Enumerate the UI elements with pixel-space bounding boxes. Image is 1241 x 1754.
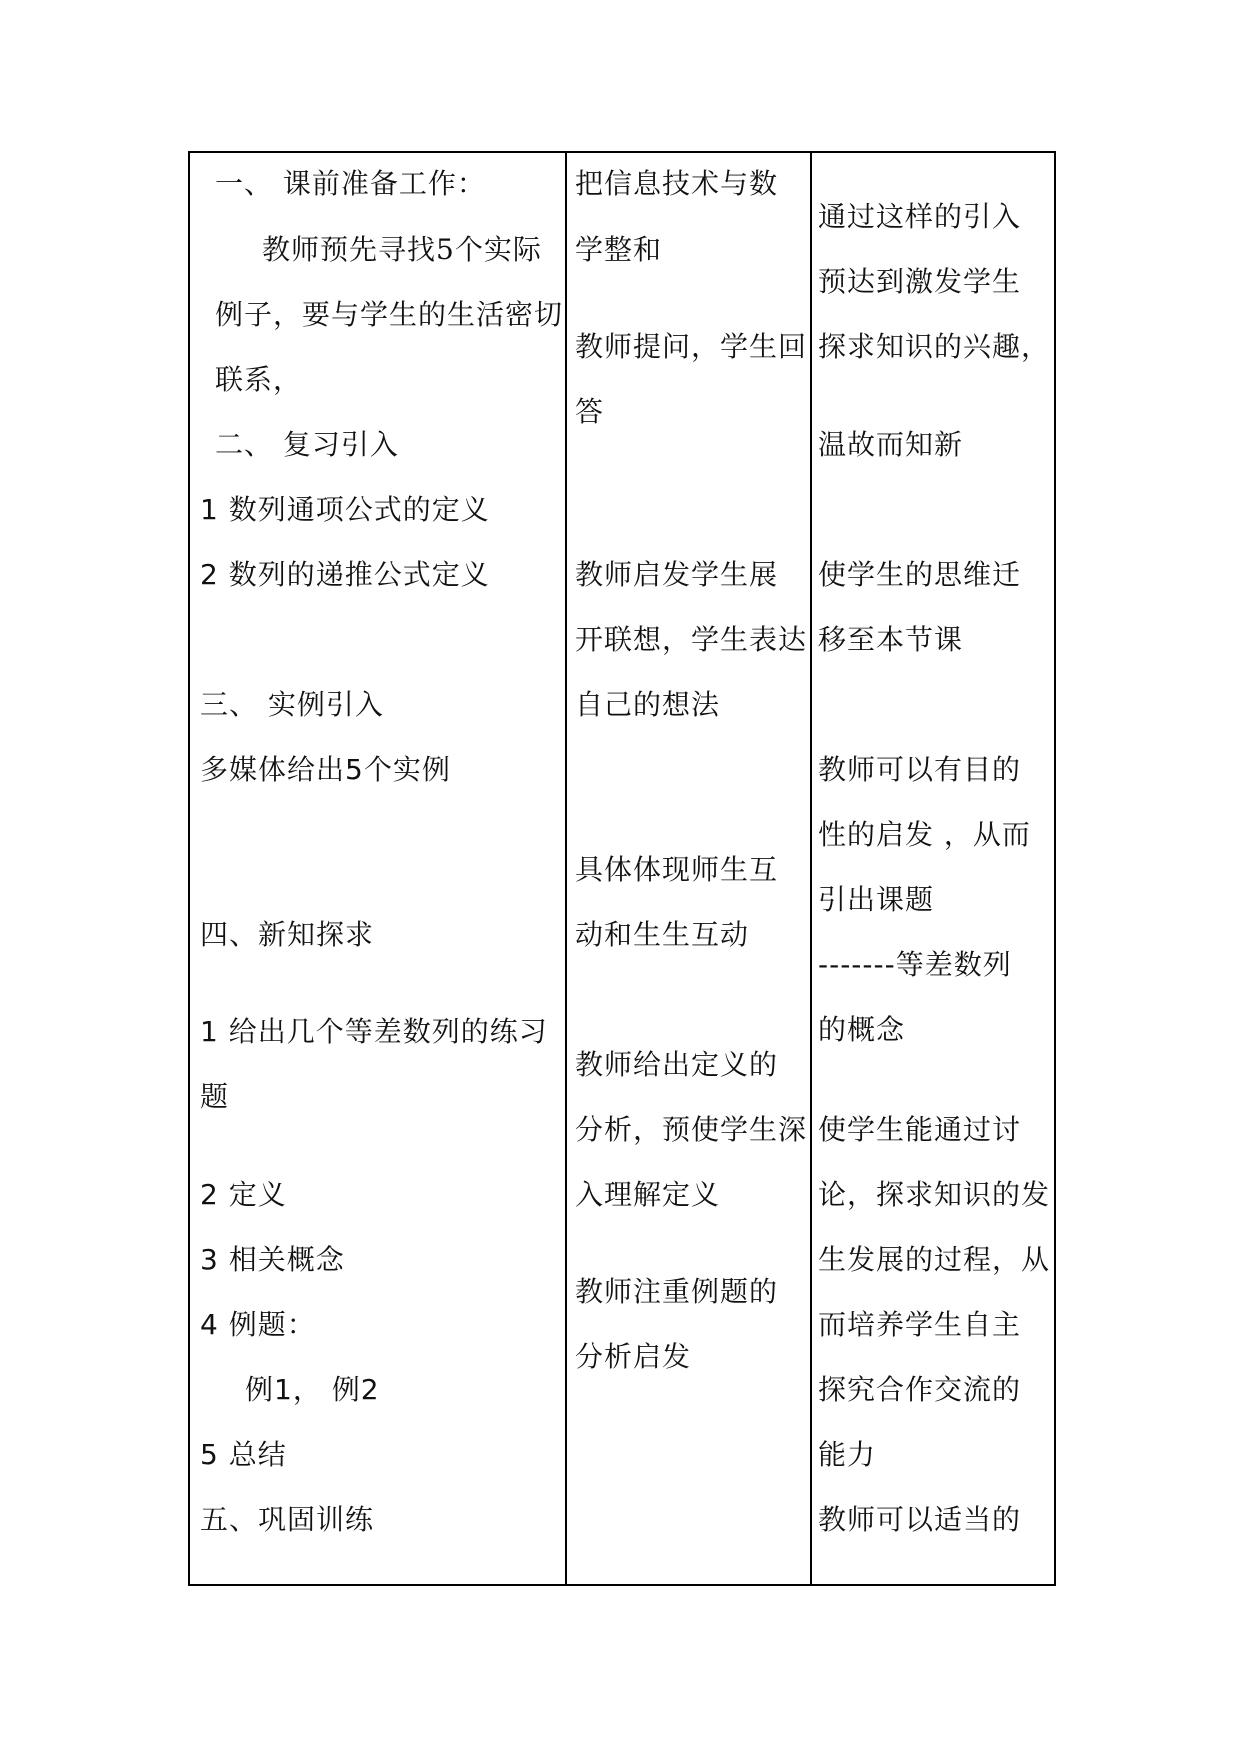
body-text-line: 开联想，学生表达 [575, 623, 808, 656]
section-heading: 三、 实例引入 [200, 688, 384, 721]
body-text-line: 教师可以有目的 [818, 753, 1022, 786]
list-item: 例1， 例2 [245, 1373, 380, 1406]
list-item: 1 数列通项公式的定义 [200, 493, 490, 526]
body-text-line: 探究合作交流的 [818, 1373, 1022, 1406]
body-text-line: 教师可以适当的 [818, 1503, 1022, 1536]
body-text-line: 能力 [818, 1438, 877, 1471]
body-text-line: 预达到激发学生 [818, 265, 1022, 298]
body-text-line: 移至本节课 [818, 623, 964, 656]
section-heading: 二、 复习引入 [215, 428, 399, 461]
body-text-line: 生发展的过程，从 [818, 1243, 1051, 1276]
section-heading: 五、巩固训练 [200, 1503, 375, 1536]
list-item: 2 定义 [200, 1178, 287, 1211]
list-item: 2 数列的递推公式定义 [200, 558, 490, 591]
body-text-line: 探求知识的兴趣， [818, 330, 1051, 363]
body-text-line: 自己的想法 [575, 688, 721, 721]
body-text-line: 多媒体给出5个实例 [200, 753, 451, 786]
body-text-line: 动和生生互动 [575, 918, 750, 951]
body-text-line: 教师注重例题的 [575, 1275, 779, 1308]
list-item: 3 相关概念 [200, 1243, 345, 1276]
body-text-line: 教师提问，学生回 [575, 330, 808, 363]
body-text-line: 使学生能通过讨 [818, 1113, 1022, 1146]
column-divider-1 [565, 153, 567, 1584]
body-text-line: 温故而知新 [818, 428, 964, 461]
body-text-line: 分析启发 [575, 1340, 692, 1373]
body-text-line: 把信息技术与数 [575, 167, 779, 200]
body-text-line: 联系， [215, 363, 303, 396]
body-text-line: 的概念 [818, 1013, 906, 1046]
section-heading: 四、新知探求 [200, 918, 375, 951]
body-text-line: 分析，预使学生深 [575, 1113, 808, 1146]
body-text-line: 学整和 [575, 233, 663, 266]
body-text-line: 使学生的思维迁 [818, 558, 1022, 591]
body-text-line: 而培养学生自主 [818, 1308, 1022, 1341]
body-text-line: 教师启发学生展 [575, 558, 779, 591]
body-text-line: 引出课题 [818, 883, 935, 916]
body-text-line: 入理解定义 [575, 1178, 721, 1211]
list-item: 题 [200, 1080, 230, 1113]
body-text-line: 具体体现师生互 [575, 853, 779, 886]
section-heading: 一、 课前准备工作： [215, 167, 486, 200]
body-text-line: 答 [575, 395, 605, 428]
list-item: 5 总结 [200, 1438, 287, 1471]
list-item: 4 例题： [200, 1308, 316, 1341]
body-text-line: 例子，要与学生的生活密切 [215, 298, 564, 331]
body-text-line: 论，探求知识的发 [818, 1178, 1051, 1211]
column-divider-2 [810, 153, 812, 1584]
body-text-line: 通过这样的引入 [818, 200, 1022, 233]
body-text-line: 教师预先寻找5个实际 [262, 233, 542, 266]
body-text-line: 教师给出定义的 [575, 1048, 779, 1081]
list-item: 1 给出几个等差数列的练习 [200, 1015, 548, 1048]
body-text-line: 性的启发 ，从而 [818, 818, 1031, 851]
body-text-line: -------等差数列 [818, 948, 1012, 981]
